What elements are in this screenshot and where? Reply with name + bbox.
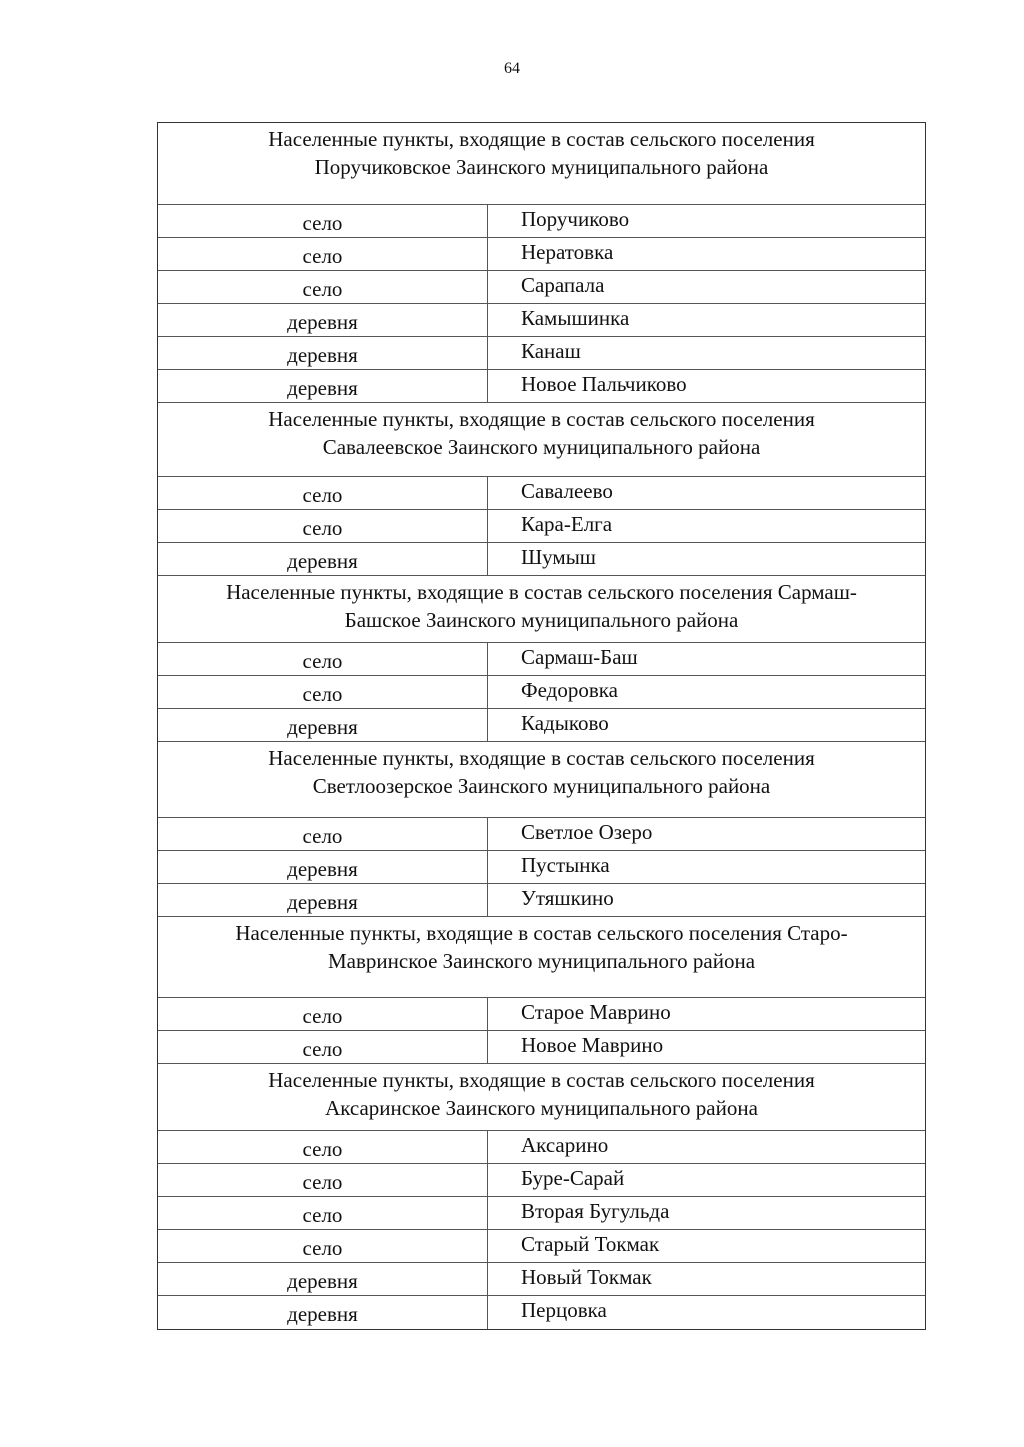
- settlement-type: село: [158, 205, 488, 237]
- settlement-name: Новое Пальчиково: [521, 372, 687, 396]
- settlement-type: деревня: [158, 1263, 488, 1295]
- table-row: [158, 205, 925, 238]
- section-header-line: Населенные пункты, входящие в состав сельского поселения: [268, 1068, 815, 1092]
- settlement-name: Перцовка: [521, 1298, 607, 1322]
- table-row: [158, 1296, 925, 1329]
- section-header-line: Мавринское Заинского муниципального района: [327, 949, 756, 973]
- settlement-type: деревня: [158, 543, 488, 575]
- settlement-name: Утяшкино: [521, 886, 614, 910]
- settlement-name: Кадыково: [521, 711, 609, 735]
- settlement-type: село: [158, 238, 488, 270]
- settlement-type: село: [158, 643, 488, 675]
- settlement-type: село: [158, 1230, 488, 1262]
- settlement-type: деревня: [158, 851, 488, 883]
- settlement-name: Старое Маврино: [521, 1000, 671, 1024]
- settlement-type: село: [158, 998, 488, 1030]
- settlement-name: Савалеево: [521, 479, 613, 503]
- table-row: [158, 998, 925, 1031]
- section-header-line: Светлоозерское Заинского муниципального района: [312, 774, 771, 798]
- section-header: [158, 576, 925, 643]
- settlement-name: Вторая Бугульда: [521, 1199, 670, 1223]
- settlement-name: Пустынка: [521, 853, 610, 877]
- settlement-name: Аксарино: [521, 1133, 609, 1157]
- settlement-type: село: [158, 1164, 488, 1196]
- settlement-type: деревня: [158, 337, 488, 369]
- table-row: [158, 238, 925, 271]
- table-row: [158, 1263, 925, 1296]
- table-row: [158, 851, 925, 884]
- table-row: [158, 1197, 925, 1230]
- section-header: [158, 1064, 925, 1131]
- table-row: [158, 1031, 925, 1064]
- section-header-line: Населенные пункты, входящие в состав сельского поселения: [268, 746, 815, 770]
- table-row: [158, 543, 925, 576]
- settlement-name: Камышинка: [521, 306, 630, 330]
- settlement-type: деревня: [158, 884, 488, 916]
- page-number: 64: [504, 60, 520, 77]
- table-row: [158, 510, 925, 543]
- table-row: [158, 271, 925, 304]
- table-row: [158, 709, 925, 742]
- table-row: [158, 643, 925, 676]
- table-row: [158, 337, 925, 370]
- table-row: [158, 304, 925, 337]
- settlement-name: Поручиково: [521, 207, 630, 231]
- settlement-type: село: [158, 510, 488, 542]
- table-row: [158, 884, 925, 917]
- table-row: [158, 818, 925, 851]
- table-row: [158, 1131, 925, 1164]
- section-header-line: Населенные пункты, входящие в состав сельского поселения: [268, 407, 815, 431]
- section-header-line: Савалеевское Заинского муниципального района: [322, 435, 761, 459]
- section-header-line: Поручиковское Заинского муниципального района: [314, 155, 769, 179]
- settlements-table: [157, 122, 926, 1330]
- table-row: [158, 1230, 925, 1263]
- section-header-line: Населенные пункты, входящие в состав сельского поселения: [268, 127, 815, 151]
- settlement-type: село: [158, 1031, 488, 1063]
- settlement-type: село: [158, 676, 488, 708]
- settlement-name: Кара-Елга: [521, 512, 613, 536]
- settlement-name: Сарапала: [521, 273, 605, 297]
- section-header: [158, 742, 925, 818]
- settlement-name: Новый Токмак: [521, 1265, 652, 1289]
- settlement-name: Федоровка: [521, 678, 618, 702]
- section-header: [158, 123, 925, 205]
- settlement-name: Канаш: [521, 339, 581, 363]
- settlement-name: Шумыш: [521, 545, 596, 569]
- settlement-type: деревня: [158, 370, 488, 402]
- settlement-type: деревня: [158, 1296, 488, 1329]
- settlement-name: Светлое Озеро: [521, 820, 653, 844]
- settlement-type: деревня: [158, 304, 488, 336]
- settlement-type: село: [158, 818, 488, 850]
- settlement-type: село: [158, 1131, 488, 1163]
- section-header: [158, 917, 925, 998]
- section-header-line: Аксаринское Заинского муниципального района: [325, 1096, 758, 1120]
- settlement-type: деревня: [158, 709, 488, 741]
- table-row: [158, 676, 925, 709]
- table-row: [158, 370, 925, 403]
- section-header: [158, 403, 925, 477]
- settlement-name: Старый Токмак: [521, 1232, 660, 1256]
- section-header-line: Населенные пункты, входящие в состав сельского поселения Сармаш-: [226, 580, 857, 604]
- settlement-name: Сармаш-Баш: [521, 645, 638, 669]
- settlement-name: Буре-Сарай: [521, 1166, 625, 1190]
- table-row: [158, 1164, 925, 1197]
- table-row: [158, 477, 925, 510]
- settlement-name: Нератовка: [521, 240, 614, 264]
- settlement-type: село: [158, 477, 488, 509]
- settlement-type: село: [158, 271, 488, 303]
- settlement-name: Новое Маврино: [521, 1033, 664, 1057]
- section-header-line: Населенные пункты, входящие в состав сельского поселения Старо-: [235, 921, 848, 945]
- settlement-type: село: [158, 1197, 488, 1229]
- section-header-line: Башское Заинского муниципального района: [344, 608, 739, 632]
